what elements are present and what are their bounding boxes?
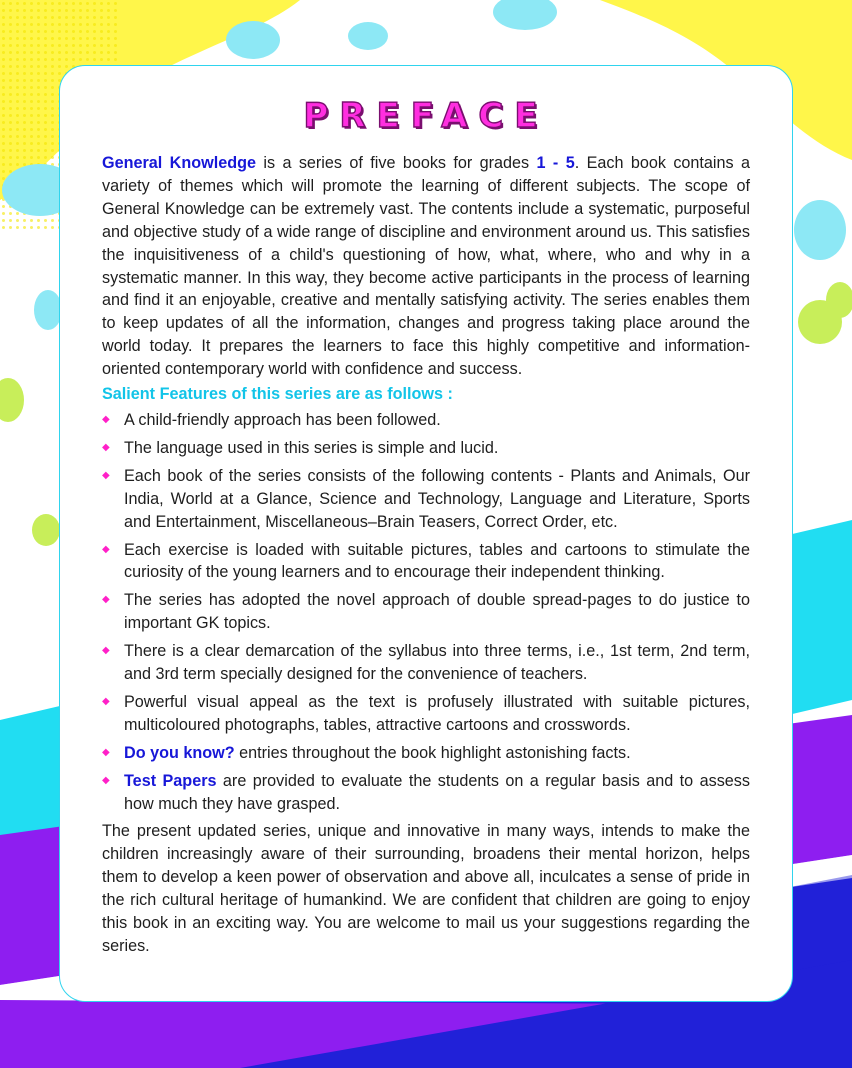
features-heading: Salient Features of this series are as follows :: [102, 385, 453, 404]
feature-item: ◆ Powerful visual appeal as the text is profusely illustrated with suitable pictures, multicoloured photographs, tables, attractive cartoons and crosswords.: [102, 692, 750, 734]
intro-paragraph: General Knowledge is a series of five books for grades 1 - 5. Each book contains a variety of themes which will promote the learning of different subjects. The scope of General Knowledge can be extremely vast. The contents include a systematic, purposeful and objective study of a wide range of discipline and environment around us. This satisfies the inquisitiveness of a child's questioning of how, what, where, who and why in a systematic manner. In this way, they become active participants in the process of learning and find it an enjoyable, creative and mentally satisfying activity. The series enables them to keep updates of all the information, changes and progress taking place around the world today. It prepares the learners to face this highly competitive and information-oriented contemporary world with confidence and success.: [102, 154, 750, 379]
diamond-bullet-icon: ◆: [102, 543, 110, 555]
diamond-bullet-icon: ◆: [102, 441, 110, 453]
series-name: General Knowledge: [102, 154, 256, 172]
diamond-bullet-icon: ◆: [102, 645, 110, 657]
feature-item: ◆ There is a clear demarcation of the syllabus into three terms, i.e., 1st term, 2nd term, and 3rd term specially designed for the convenience of teachers.: [102, 642, 750, 684]
preface-body: [102, 152, 750, 958]
grades-range: 1 - 5: [536, 154, 575, 172]
diamond-bullet-icon: ◆: [102, 774, 110, 786]
page-title: PREFACE: [303, 96, 549, 136]
feature-highlight: Do you know?: [124, 743, 235, 762]
features-list: [102, 409, 750, 816]
feature-item: ◆ Test Papers are provided to evaluate the students on a regular basis and to assess how much they have grasped.: [102, 771, 750, 813]
diamond-bullet-icon: ◆: [102, 594, 110, 606]
diamond-bullet-icon: ◆: [102, 695, 110, 707]
feature-item: ◆ The language used in this series is simple and lucid.: [102, 437, 750, 460]
feature-item: ◆ Do you know? entries throughout the book highlight astonishing facts.: [102, 742, 750, 765]
diamond-bullet-icon: ◆: [102, 469, 110, 481]
feature-item: ◆ A child-friendly approach has been followed.: [102, 409, 750, 432]
diamond-bullet-icon: ◆: [102, 746, 110, 758]
feature-item: ◆ Each exercise is loaded with suitable pictures, tables and cartoons to stimulate the curiosity of the young learners and to encourage their independent thinking.: [102, 540, 750, 582]
feature-highlight: Test Papers: [124, 771, 217, 790]
closing-paragraph: The present updated series, unique and innovative in many ways, intends to make the children increasingly aware of their surrounding, broadens their mental horizon, helps them to develop a keen power of observation and above all, inculcates a sense of pride in the rich cultural heritage of humankind. We are confident that children are going to enjoy this book in an exciting way. You are welcome to mail us your suggestions regarding the series.: [102, 822, 750, 955]
feature-item: ◆ The series has adopted the novel approach of double spread-pages to do justice to important GK topics.: [102, 591, 750, 633]
diamond-bullet-icon: ◆: [102, 413, 110, 425]
feature-item: ◆ Each book of the series consists of the following contents - Plants and Animals, Our India, World at a Glance, Science and Technology, Language and Literature, Sports and Entertainment, Miscellaneous–Brain Teasers, Correct Order, etc.: [102, 466, 750, 531]
